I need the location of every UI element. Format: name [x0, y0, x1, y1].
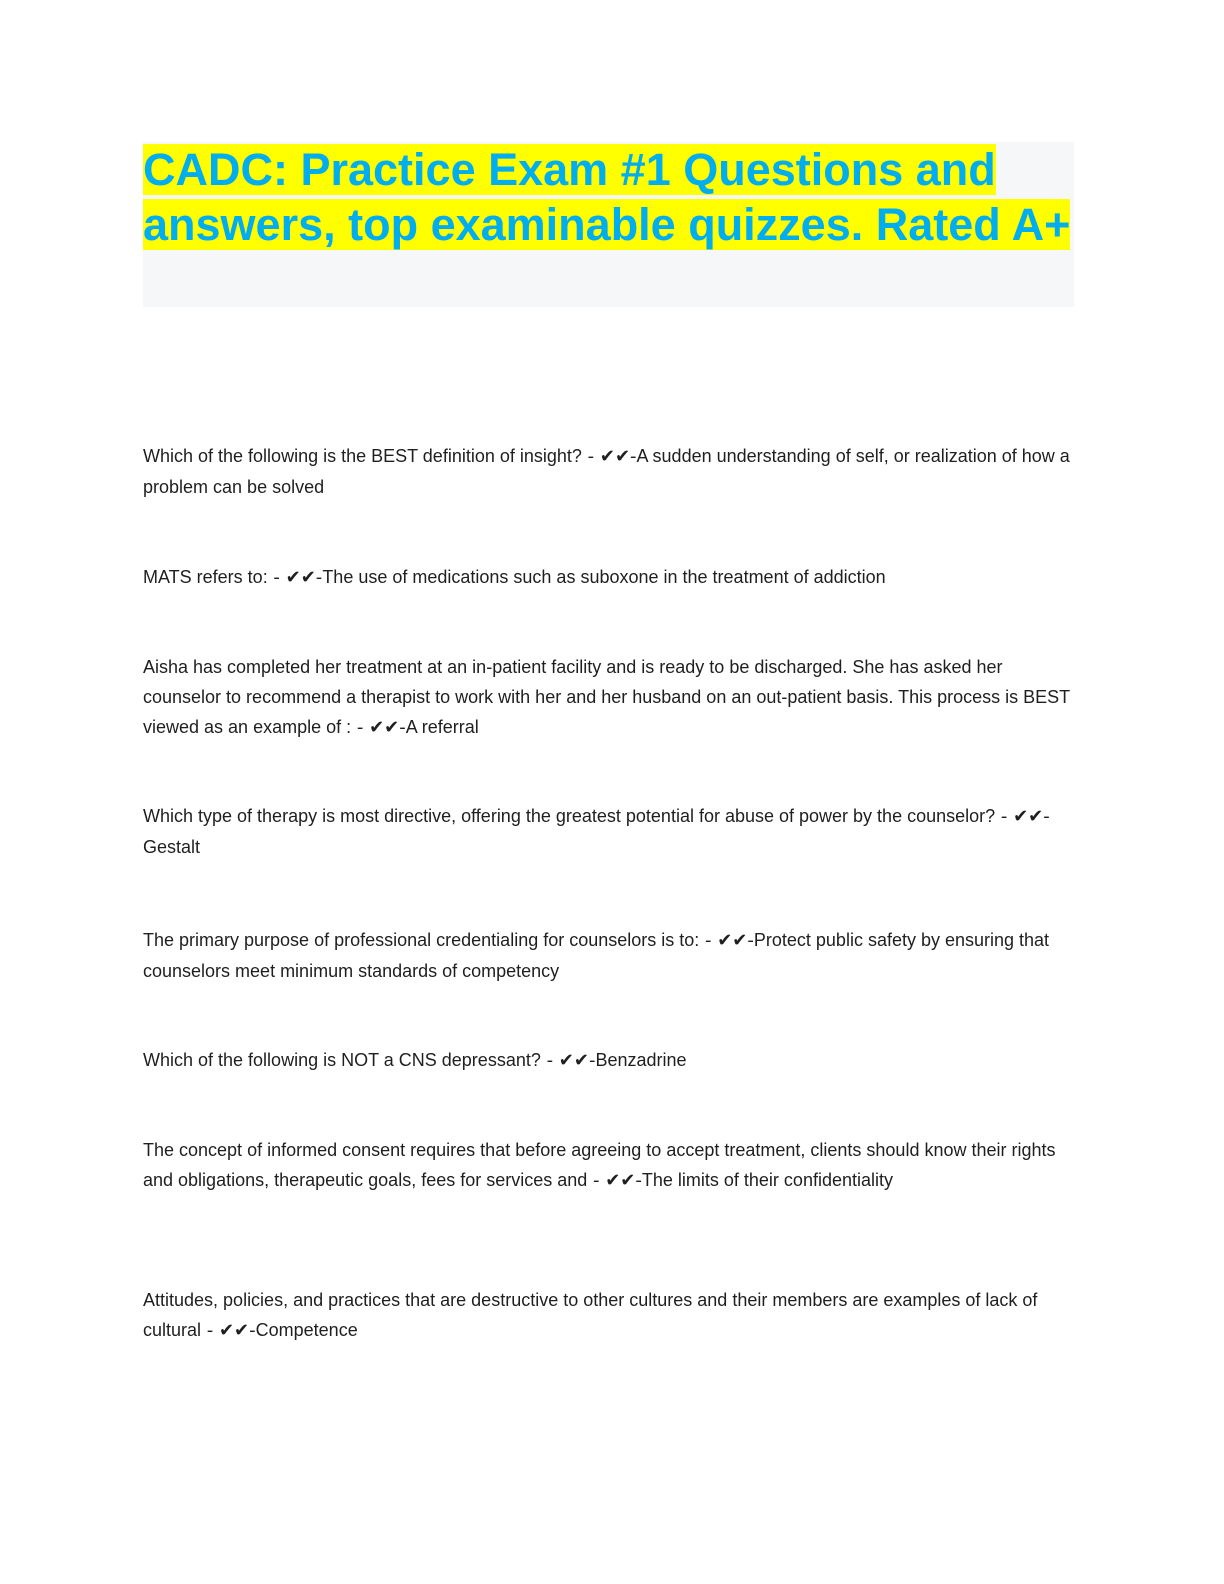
answer-text: Gestalt — [143, 837, 201, 857]
answer-text: A sudden understanding of self, or realization of how a problem can be solved — [143, 446, 1070, 497]
question-text: Which of the following is the BEST definition of insight? — [143, 446, 582, 466]
question-text: The concept of informed consent requires that before agreeing to accept treatment, clients should know their rights and obligations, therapeutic goals, fees for services and — [143, 1140, 1056, 1190]
question-text: Which of the following is NOT a CNS depressant? — [143, 1050, 541, 1070]
answer-separator: - ✔✔- — [201, 1320, 256, 1341]
question-text: Aisha has completed her treatment at an in-patient facility and is ready to be discharged. She has asked her counselor to recommend a therapist to work with her and her husband on an out-patient basis. This process is BEST viewed as an example of : — [143, 657, 1070, 737]
answer-text: Protect public safety by ensuring that counselors meet minimum standards of competency — [143, 930, 1050, 981]
answer-text: The limits of their confidentiality — [641, 1170, 893, 1190]
answer-text: The use of medications such as suboxone in the treatment of addiction — [322, 567, 886, 587]
question-text: Which type of therapy is most directive, offering the greatest potential for abuse of power by the counselor? — [143, 806, 996, 826]
answer-separator: - ✔✔- — [699, 930, 754, 951]
document-title: CADC: Practice Exam #1 Questions and answers, top examinable quizzes. Rated A+ — [143, 144, 1071, 250]
qa-item — [143, 441, 1078, 502]
answer-text: Benzadrine — [595, 1050, 687, 1070]
question-text: MATS refers to: — [143, 567, 268, 587]
title-block — [143, 142, 1074, 307]
answer-separator: - ✔✔- — [995, 806, 1050, 827]
qa-item — [143, 1135, 1078, 1196]
qa-item — [143, 801, 1078, 862]
answer-text: A referral — [405, 717, 479, 737]
question-text: Attitudes, policies, and practices that are destructive to other cultures and their members are examples of lack of cultural — [143, 1290, 1038, 1340]
answer-separator: - ✔✔- — [540, 1050, 596, 1071]
qa-item — [143, 562, 1078, 593]
answer-separator: - ✔✔- — [351, 717, 406, 738]
question-text: The primary purpose of professional credentialing for counselors is to: — [143, 930, 700, 950]
qa-item — [143, 1285, 1078, 1346]
answer-separator: - ✔✔- — [587, 1170, 642, 1191]
answer-separator: - ✔✔- — [581, 446, 637, 467]
answer-separator: - ✔✔- — [267, 567, 323, 588]
qa-item — [143, 652, 1078, 743]
qa-item — [143, 925, 1078, 986]
qa-item — [143, 1045, 1078, 1076]
answer-text: Competence — [255, 1320, 358, 1340]
